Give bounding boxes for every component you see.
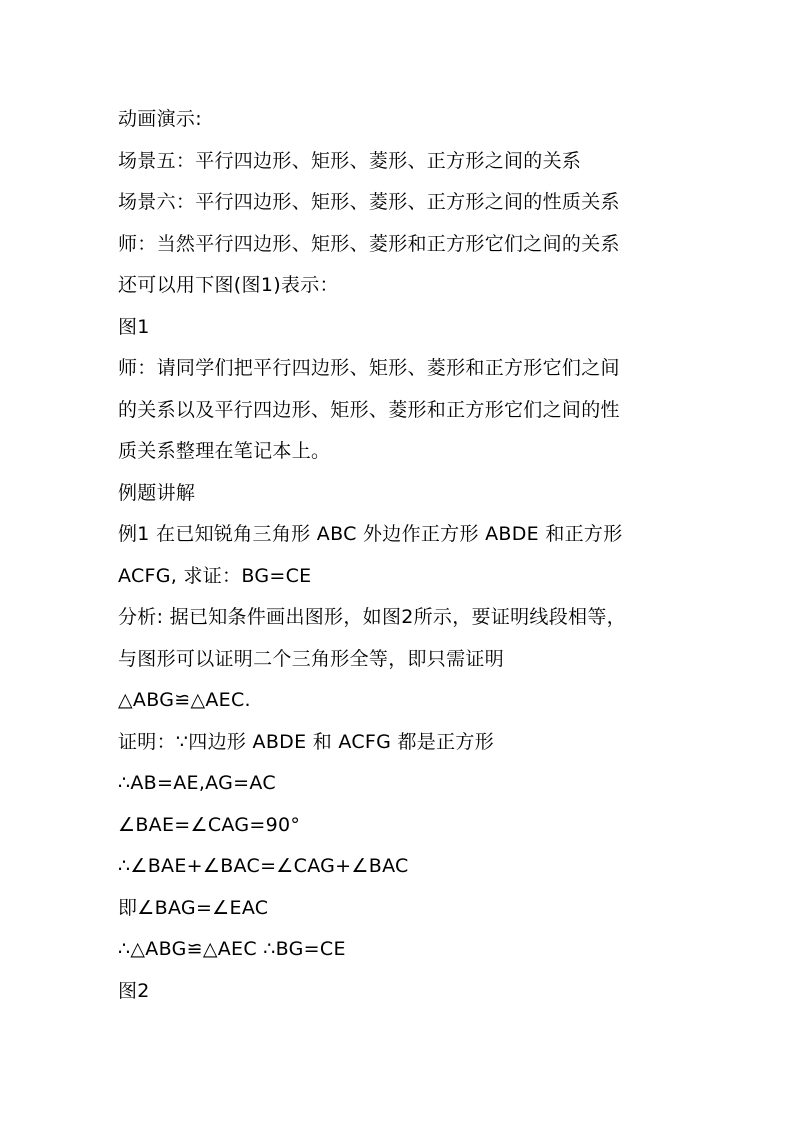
figure-1-label: 图1 xyxy=(118,316,150,338)
example-1-statement-cont: ACFG, 求证：BG=CE xyxy=(118,565,312,587)
text-line-scene-six: 场景六：平行四边形、矩形、菱形、正方形之间的性质关系 xyxy=(118,191,620,213)
example-1-statement: 例1 在已知锐角三角形 ABC 外边作正方形 ABDE 和正方形 xyxy=(118,523,623,545)
proof-line-1: 证明：∵四边形 ABDE 和 ACFG 都是正方形 xyxy=(118,731,494,753)
proof-line-4: ∴∠BAE+∠BAC=∠CAG+∠BAC xyxy=(118,855,409,877)
text-line-teacher-notes-1: 师：请同学们把平行四边形、矩形、菱形和正方形它们之间 xyxy=(118,357,620,379)
proof-line-6: ∴△ABG≌△AEC ∴BG=CE xyxy=(118,938,346,960)
text-line-teacher-notes-3: 质关系整理在笔记本上。 xyxy=(118,440,331,462)
text-line-animation-demo: 动画演示: xyxy=(118,108,202,130)
proof-line-3: ∠BAE=∠CAG=90° xyxy=(118,814,301,836)
proof-line-2: ∴AB=AE,AG=AC xyxy=(118,772,276,794)
text-line-scene-five: 场景五：平行四边形、矩形、菱形、正方形之间的关系 xyxy=(118,150,582,172)
analysis-line-3: △ABG≌△AEC. xyxy=(118,689,251,711)
analysis-line-2: 与图形可以证明二个三角形全等，即只需证明 xyxy=(118,648,505,670)
proof-line-5: 即∠BAG=∠EAC xyxy=(118,897,269,919)
analysis-line-1: 分析: 据已知条件画出图形，如图2所示，要证明线段相等， xyxy=(118,606,626,628)
text-line-teacher-notes-2: 的关系以及平行四边形、矩形、菱形和正方形它们之间的性 xyxy=(118,399,620,421)
text-line-figure-intro: 还可以用下图(图1)表示： xyxy=(118,274,339,296)
text-line-teacher-relation: 师：当然平行四边形、矩形、菱形和正方形它们之间的关系 xyxy=(118,233,620,255)
section-heading-examples: 例题讲解 xyxy=(118,482,196,504)
figure-2-label: 图2 xyxy=(118,980,150,1002)
